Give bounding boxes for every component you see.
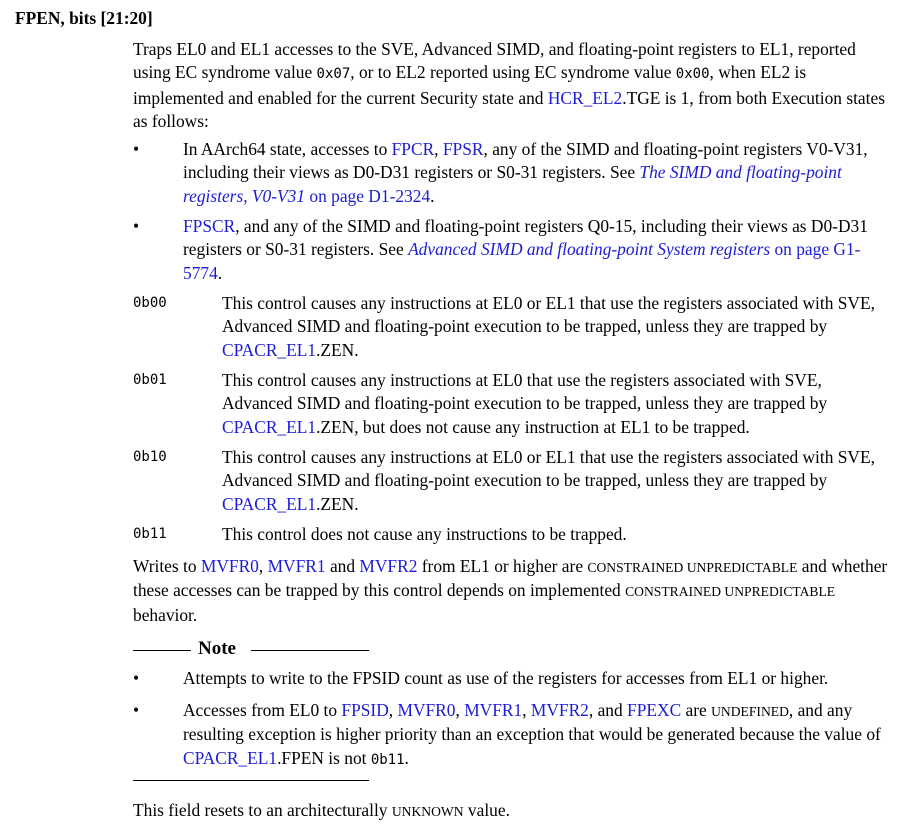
encoding-description (222, 292, 882, 362)
page-ref-d1-2324[interactable]: on page D1-2324 (305, 185, 431, 206)
bullet-icon: • (133, 216, 140, 236)
intro-text: , or to EL2 reported using EC syndrome value (350, 62, 676, 83)
term-undefined: UNDEFINED (711, 704, 789, 719)
bullet-icon: • (133, 700, 140, 720)
xref-advsimd-fp-system-registers[interactable]: Advanced SIMD and floating-point System registers (408, 239, 771, 260)
encoding-row-0b10 (133, 446, 893, 516)
text: and whether these accesses can be trapped by this control depends on implemented (133, 556, 888, 601)
intro-text: Traps EL0 and EL1 accesses to the SVE, Advanced SIMD, and floating-point registers to EL1, reported using EC syndrome value (133, 39, 856, 83)
bullet-item (133, 215, 893, 285)
text: This control does not cause any instructions to be trapped. (222, 524, 627, 544)
note-rule-right (251, 650, 369, 651)
field-heading: FPEN, bits [21:20] (15, 8, 153, 28)
text: , (522, 700, 531, 720)
encoding-description (222, 523, 882, 546)
link-fpexc[interactable]: FPEXC (627, 700, 682, 720)
encoding-description (222, 446, 882, 516)
text: , and (588, 700, 628, 720)
text: are (681, 700, 712, 720)
value-0b11: 0b11 (370, 751, 405, 768)
link-cpacr-el1[interactable]: CPACR_EL1 (222, 339, 317, 360)
note-header (133, 638, 373, 662)
link-mvfr2[interactable]: MVFR2 (359, 556, 418, 576)
text: . (430, 185, 435, 206)
link-mvfr0[interactable]: MVFR0 (397, 700, 456, 720)
encoding-value: 0b10 (133, 449, 167, 465)
bullet-icon: • (133, 668, 140, 688)
ec-code-0x00: 0x00 (675, 66, 710, 83)
link-mvfr2[interactable]: MVFR2 (530, 700, 589, 720)
text: This control causes any instructions at EL0 or EL1 that use the registers associated with SVE, Advanced SIMD and floating-point execution to be trapped, unless they are trapped by (222, 447, 875, 491)
text: and (325, 556, 360, 576)
writes-paragraph (133, 555, 893, 627)
bullet-item (133, 138, 893, 208)
text: This control causes any instructions at EL0 or EL1 that use the registers associated with SVE, Advanced SIMD and floating-point execution to be trapped, unless they are trapped by (222, 293, 875, 337)
text: In AArch64 state, accesses to (183, 139, 392, 159)
intro-paragraph (133, 38, 893, 133)
text: from EL1 or higher are (417, 556, 588, 576)
note-item (133, 667, 893, 691)
text: Accesses from EL0 to (183, 700, 342, 720)
text: . (217, 262, 223, 283)
note-title: Note (198, 638, 236, 659)
link-cpacr-el1[interactable]: CPACR_EL1 (222, 416, 317, 437)
text: . (404, 747, 409, 768)
bullet-text (183, 138, 883, 208)
term-constrained-unpredictable: CONSTRAINED UNPREDICTABLE (625, 584, 836, 600)
reset-paragraph (133, 799, 893, 823)
note-end-rule (133, 780, 369, 781)
link-fpcr[interactable]: FPCR (391, 139, 435, 159)
bullet-icon: • (133, 139, 140, 159)
note-item-text (183, 699, 883, 772)
bullet-text (183, 215, 883, 285)
text: This field resets to an architecturally (133, 800, 392, 820)
note-item (133, 699, 893, 769)
text: Writes to (133, 556, 201, 576)
page-ref-g1-5774[interactable]: on page G1-5774 (183, 239, 861, 283)
text: , any of the SIMD and floating-point registers V0-V31, including their views as D0-D31 registers or S0-31 registers. See (183, 139, 868, 183)
text: , (455, 700, 465, 720)
note-rule-left (133, 650, 191, 651)
link-fpscr[interactable]: FPSCR (183, 216, 236, 236)
text: , and any resulting exception is higher priority than an exception that would be generated because the value of (183, 700, 881, 745)
encoding-value: 0b00 (133, 295, 167, 311)
encoding-description (222, 369, 882, 439)
link-mvfr1[interactable]: MVFR1 (267, 556, 326, 576)
text: , (258, 556, 268, 576)
text: .ZEN, but does not cause any instruction at EL1 to be trapped. (316, 416, 750, 437)
text: This control causes any instructions at EL0 that use the registers associated with SVE, Advanced SIMD and floating-point execution to be trapped, unless they are trapped by (222, 370, 828, 414)
link-fpsr[interactable]: FPSR (442, 139, 484, 159)
encoding-value: 0b11 (133, 526, 167, 542)
term-constrained-unpredictable: CONSTRAINED UNPREDICTABLE (587, 560, 798, 575)
encoding-row-0b01 (133, 369, 893, 439)
encoding-row-0b00 (133, 292, 893, 362)
note-item-text: Attempts to write to the FPSID count as use of the registers for accesses from EL1 or higher. (183, 668, 829, 688)
intro-text: , when EL2 is implemented and enabled for the current Security state and (133, 62, 807, 108)
text: .FPEN is not (277, 747, 371, 768)
link-fpsid[interactable]: FPSID (341, 700, 389, 720)
text: .ZEN. (316, 339, 359, 360)
text: .ZEN. (316, 493, 359, 514)
encoding-row-0b11 (133, 523, 893, 547)
link-mvfr0[interactable]: MVFR0 (200, 556, 259, 576)
text: , (388, 700, 398, 720)
link-hcr-el2[interactable]: HCR_EL2 (547, 87, 623, 108)
text: , (434, 139, 443, 159)
link-cpacr-el1[interactable]: CPACR_EL1 (183, 747, 278, 768)
link-cpacr-el1[interactable]: CPACR_EL1 (222, 493, 317, 514)
encoding-value: 0b01 (133, 372, 167, 388)
intro-text: .TGE is 1, from both Execution states as follows: (133, 87, 885, 131)
link-mvfr1[interactable]: MVFR1 (464, 700, 523, 720)
xref-simd-fp-registers[interactable]: The SIMD and floating-point registers, V0-V31 (183, 162, 842, 206)
text: , and any of the SIMD and floating-point registers Q0-15, including their views as D0-D31 registers or S0-31 registers. See (183, 216, 868, 260)
text: value. (463, 800, 510, 820)
ec-code-0x07: 0x07 (316, 66, 351, 83)
term-unknown: UNKNOWN (391, 804, 464, 819)
text: behavior. (133, 604, 198, 625)
